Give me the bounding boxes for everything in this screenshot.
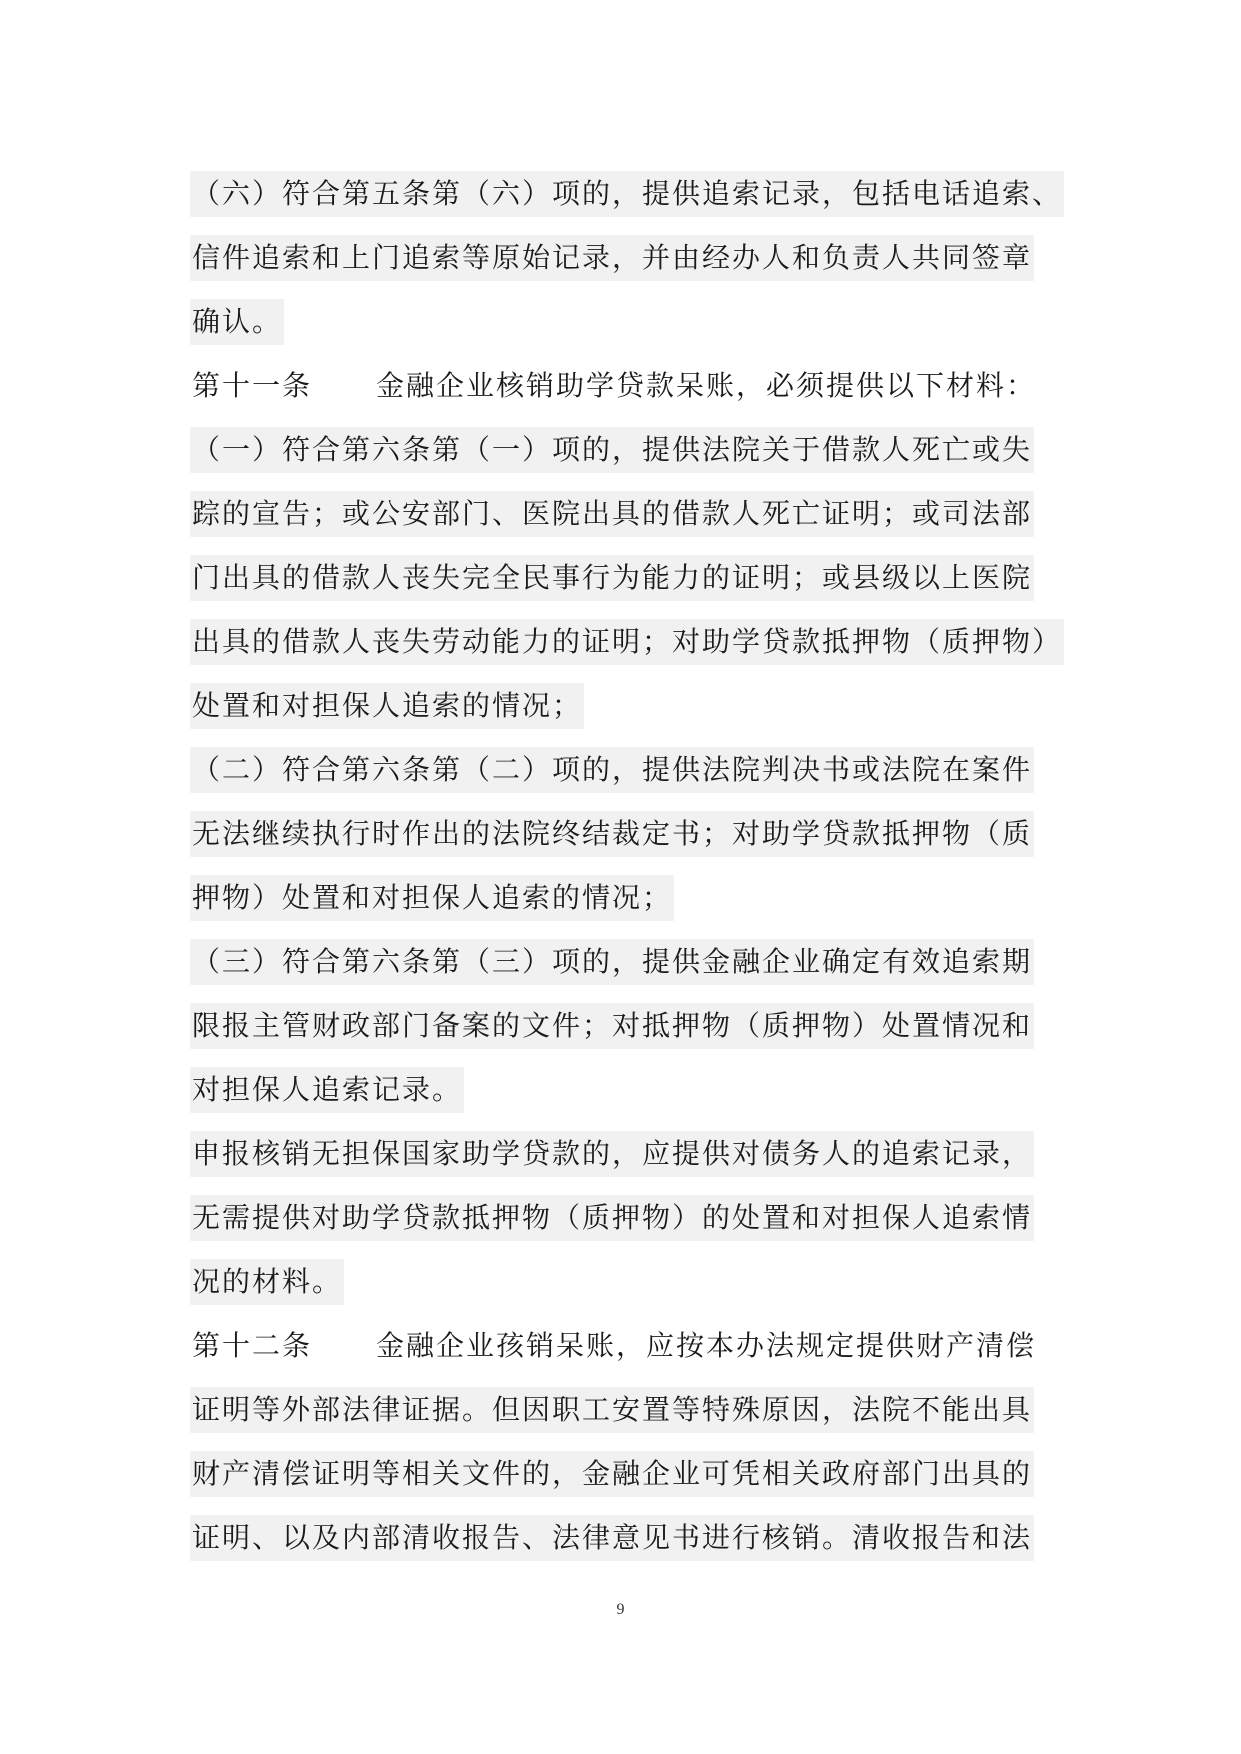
line-text: （一）符合第六条第（一）项的，提供法院关于借款人死亡或失: [190, 427, 1034, 473]
text-line: [190, 480, 1060, 544]
text-line: [190, 800, 1060, 864]
line-text: 申报核销无担保国家助学贷款的，应提供对债务人的追索记录，: [190, 1131, 1034, 1177]
text-line: [190, 1120, 1060, 1184]
text-line: [190, 672, 1060, 736]
line-text: 证明、以及内部清收报告、法律意见书进行核销。清收报告和法: [190, 1515, 1034, 1561]
paragraph-item-6: [190, 160, 1063, 352]
text-line: [190, 608, 1063, 672]
line-text: （二）符合第六条第（二）项的，提供法院判决书或法院在案件: [190, 747, 1034, 793]
text-line: [190, 1376, 1060, 1440]
text-line: [190, 544, 1060, 608]
paragraph-item-1: [190, 416, 1063, 736]
line-text: 押物）处置和对担保人追索的情况；: [190, 875, 674, 921]
page-number: 9: [616, 1601, 625, 1618]
text-line: [190, 1184, 1060, 1248]
line-text: （六）符合第五条第（六）项的，提供追索记录，包括电话追索、: [190, 171, 1064, 217]
text-line: [190, 416, 1060, 480]
text-line: [190, 288, 1060, 352]
text-line: [190, 928, 1060, 992]
text-line: [190, 352, 1060, 416]
line-text: 金融企业核销助学贷款呆账，必须提供以下材料：: [376, 368, 1037, 402]
line-text: 无需提供对助学贷款抵押物（质押物）的处置和对担保人追索情: [190, 1195, 1034, 1241]
line-text: 金融企业孩销呆账，应按本办法规定提供财产清偿: [376, 1328, 1037, 1362]
line-text: 对担保人追索记录。: [190, 1067, 464, 1113]
text-line: [190, 1312, 1060, 1376]
text-line: [190, 1504, 1060, 1568]
text-line: [190, 160, 1063, 224]
text-line: [190, 1248, 1060, 1312]
line-text: 况的材料。: [190, 1259, 344, 1305]
article-11: [190, 352, 1060, 416]
article-heading: 第十一条: [192, 368, 313, 402]
text-line: [190, 736, 1060, 800]
document-body: [190, 160, 1063, 1568]
line-text: （三）符合第六条第（三）项的，提供金融企业确定有效追索期: [190, 939, 1034, 985]
article-12: [190, 1312, 1060, 1568]
text-line: [190, 1056, 1060, 1120]
line-text: 确认。: [190, 299, 284, 345]
article-heading: 第十二条: [192, 1328, 313, 1362]
paragraph-unsecured-loans: [190, 1120, 1060, 1312]
line-text: 处置和对担保人追索的情况；: [190, 683, 584, 729]
line-text: 证明等外部法律证据。但因职工安置等特殊原因，法院不能出具: [190, 1387, 1034, 1433]
text-line: [190, 992, 1060, 1056]
line-text: 门出具的借款人丧失完全民事行为能力的证明；或县级以上医院: [190, 555, 1034, 601]
line-text: 无法继续执行时作出的法院终结裁定书；对助学贷款抵押物（质: [190, 811, 1034, 857]
paragraph-item-3: [190, 928, 1060, 1120]
text-line: [190, 224, 1060, 288]
line-text: 信件追索和上门追索等原始记录，并由经办人和负责人共同签章: [190, 235, 1034, 281]
text-line: [190, 1440, 1060, 1504]
line-text: 财产清偿证明等相关文件的，金融企业可凭相关政府部门出具的: [190, 1451, 1034, 1497]
line-text: 限报主管财政部门备案的文件；对抵押物（质押物）处置情况和: [190, 1003, 1034, 1049]
line-text: 出具的借款人丧失劳动能力的证明；对助学贷款抵押物（质押物）: [190, 619, 1064, 665]
line-text: 踪的宣告；或公安部门、医院出具的借款人死亡证明；或司法部: [190, 491, 1034, 537]
paragraph-item-2: [190, 736, 1060, 928]
text-line: [190, 864, 1060, 928]
